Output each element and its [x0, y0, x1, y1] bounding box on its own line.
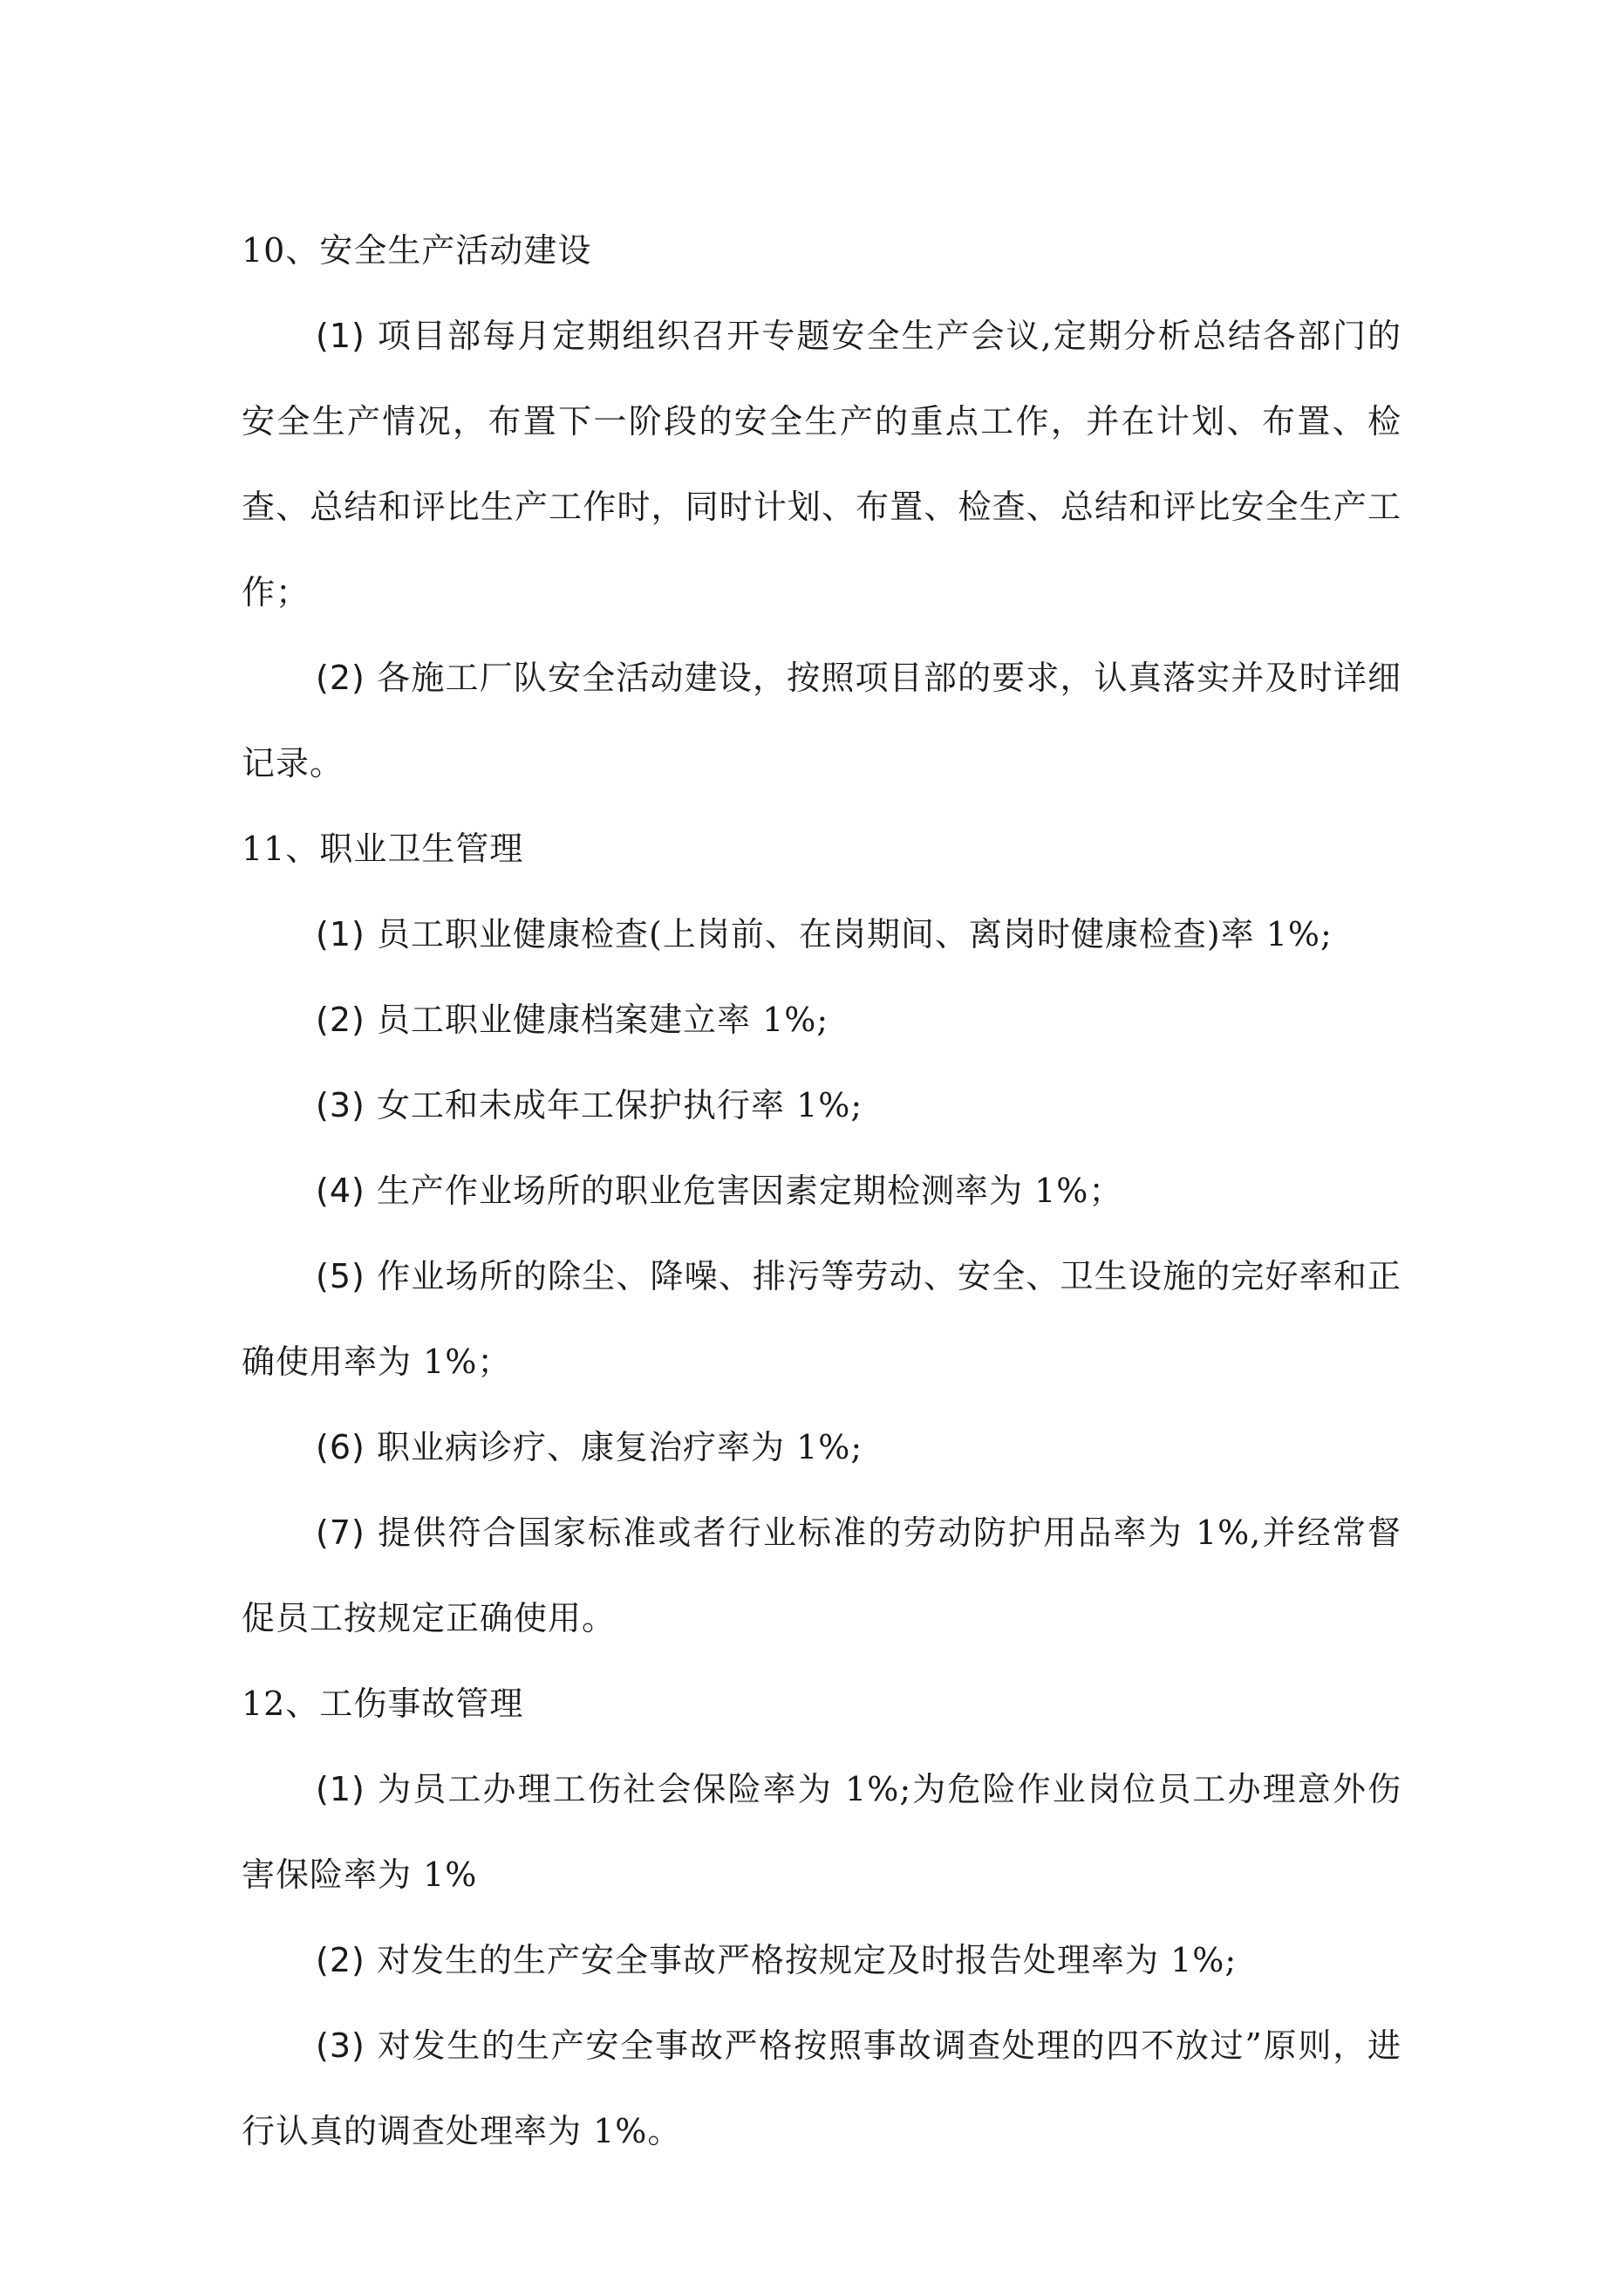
- section-heading: 12、工伤事故管理: [242, 1684, 524, 1723]
- item-number: (6): [316, 1428, 365, 1466]
- item-number: (1): [316, 1770, 365, 1808]
- item-number: (1): [316, 317, 365, 355]
- item-number: (4): [316, 1172, 365, 1210]
- list-item: [242, 293, 1401, 635]
- item-text: 女工和未成年工保护执行率 1%;: [377, 1086, 863, 1124]
- item-text: 项目部每月定期组织召开专题安全生产会议,定期分析总结各部门的安全生产情况，布置下一阶段的安全生产的重点工作，并在计划、布置、检查、总结和评比生产工作时，同时计划、布置、检查、总结和评比安全生产工作；: [242, 317, 1401, 612]
- list-item: [242, 2003, 1401, 2174]
- item-text: 各施工厂队安全活动建设，按照项目部的要求，认真落实并及时详细记录。: [242, 659, 1401, 782]
- item-number: (2): [316, 659, 365, 697]
- list-item: [242, 1746, 1401, 1917]
- item-text: 作业场所的除尘、降噪、排污等劳动、安全、卫生设施的完好率和正确使用率为 1%；: [242, 1257, 1401, 1381]
- item-text: 生产作业场所的职业危害因素定期检测率为 1%；: [377, 1172, 1123, 1210]
- item-text: 员工职业健康档案建立率 1%;: [377, 1001, 829, 1039]
- list-item: [242, 892, 1401, 977]
- item-text: 对发生的生产安全事故严格按规定及时报告处理率为 1%;: [377, 1941, 1238, 1979]
- list-item: [242, 1490, 1401, 1661]
- item-number: (5): [316, 1257, 365, 1295]
- list-item: [242, 977, 1401, 1063]
- item-number: (2): [316, 1001, 365, 1039]
- item-number: (7): [316, 1514, 365, 1552]
- item-number: (1): [316, 915, 365, 953]
- list-item: [242, 635, 1401, 806]
- item-number: (2): [316, 1941, 365, 1979]
- item-number: (3): [316, 2026, 365, 2065]
- section-heading: 11、职业卫生管理: [242, 830, 524, 868]
- item-text: 对发生的生产安全事故严格按照事故调查处理的四不放过”原则，进行认真的调查处理率为 1%。: [242, 2026, 1401, 2150]
- item-text: 职业病诊疗、康复治疗率为 1%;: [377, 1428, 863, 1466]
- item-text: 提供符合国家标准或者行业标准的劳动防护用品率为 1%,并经常督促员工按规定正确使用。: [242, 1514, 1401, 1637]
- item-text: 为员工办理工伤社会保险率为 1%;为危险作业岗位员工办理意外伤害保险率为 1%: [242, 1770, 1401, 1894]
- document-body: [242, 208, 1401, 2174]
- list-item: [242, 1233, 1401, 1404]
- list-item: [242, 1917, 1401, 2003]
- list-item: [242, 1148, 1401, 1233]
- section-heading: 10、安全生产活动建设: [242, 231, 592, 270]
- item-number: (3): [316, 1086, 365, 1124]
- list-item: [242, 1404, 1401, 1490]
- item-text: 员工职业健康检查(上岗前、在岗期间、离岗时健康检查)率 1%;: [377, 915, 1333, 953]
- list-item: [242, 1063, 1401, 1148]
